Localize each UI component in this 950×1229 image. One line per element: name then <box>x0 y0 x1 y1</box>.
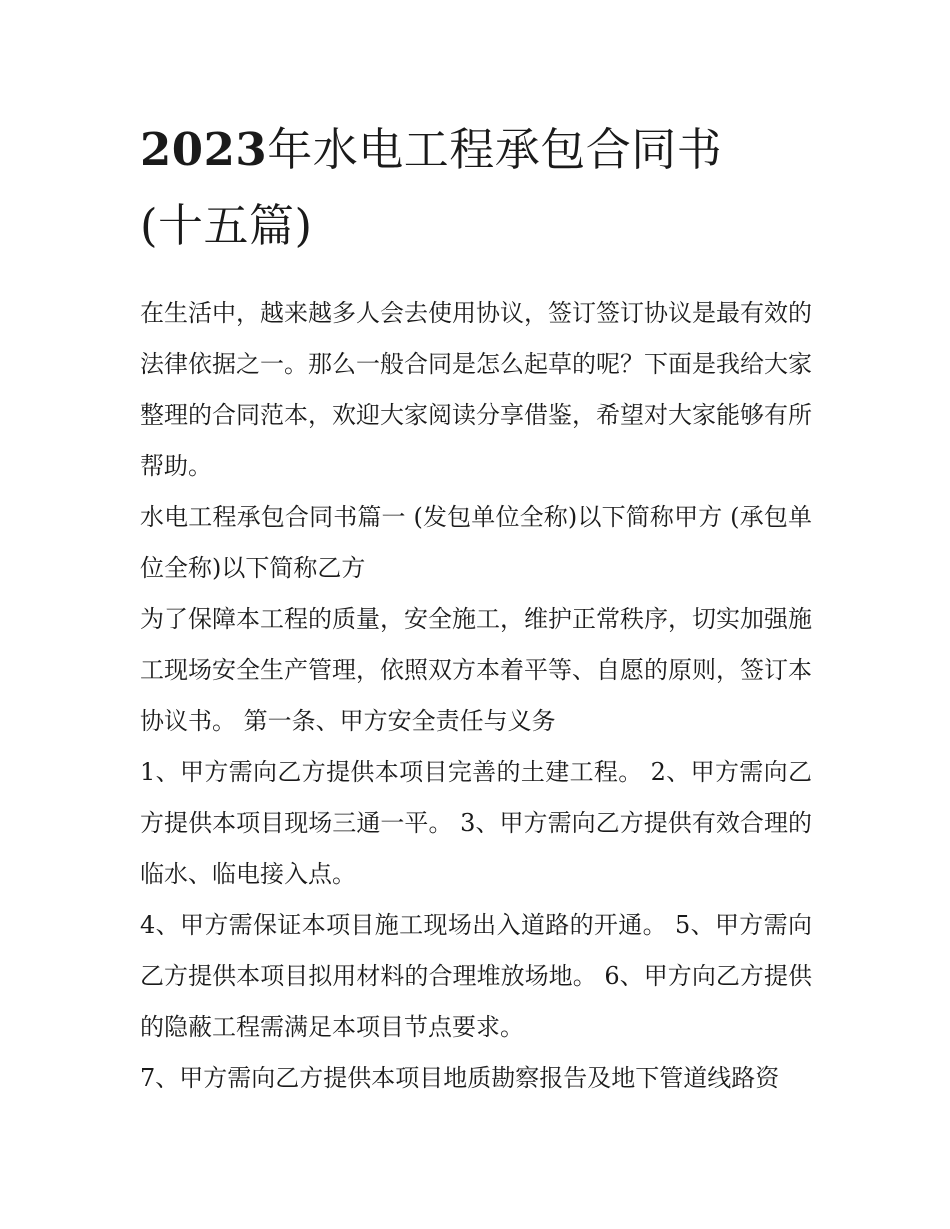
paragraph-parties: 水电工程承包合同书篇一 (发包单位全称)以下简称甲方 (承包单位全称)以下简称乙方 <box>140 503 812 582</box>
paragraph-clauses-4-6: 4、甲方需保证本项目施工现场出入道路的开通。 5、甲方需向乙方提供本项目拟用材料的合理堆放场地。 6、甲方向乙方提供的隐蔽工程需满足本项目节点要求。 <box>140 911 812 1041</box>
title-subtitle: (十五篇) <box>140 199 313 252</box>
document-content <box>140 112 812 1104</box>
paragraph-clause-7: 7、甲方需向乙方提供本项目地质勘察报告及地下管道线路资 <box>140 1064 780 1092</box>
paragraph-clauses-1-3: 1、甲方需向乙方提供本项目完善的土建工程。 2、甲方需向乙方提供本项目现场三通一平。 3、甲方需向乙方提供有效合理的临水、临电接入点。 <box>140 758 812 888</box>
paragraph-purpose: 为了保障本工程的质量，安全施工，维护正常秩序，切实加强施工现场安全生产管理，依照双方本着平等、自愿的原则，签订本协议书。 第一条、甲方安全责任与义务 <box>140 605 812 735</box>
title-year: 2023 <box>140 123 268 176</box>
paragraph-intro: 在生活中，越来越多人会去使用协议，签订签订协议是最有效的法律依据之一。那么一般合同是怎么起草的呢？下面是我给大家整理的合同范本，欢迎大家阅读分享借鉴，希望对大家能够有所帮助。 <box>140 299 812 480</box>
document-body <box>140 288 812 1104</box>
title-main: 年水电工程承包合同书 <box>267 123 723 176</box>
document-title <box>140 112 812 264</box>
